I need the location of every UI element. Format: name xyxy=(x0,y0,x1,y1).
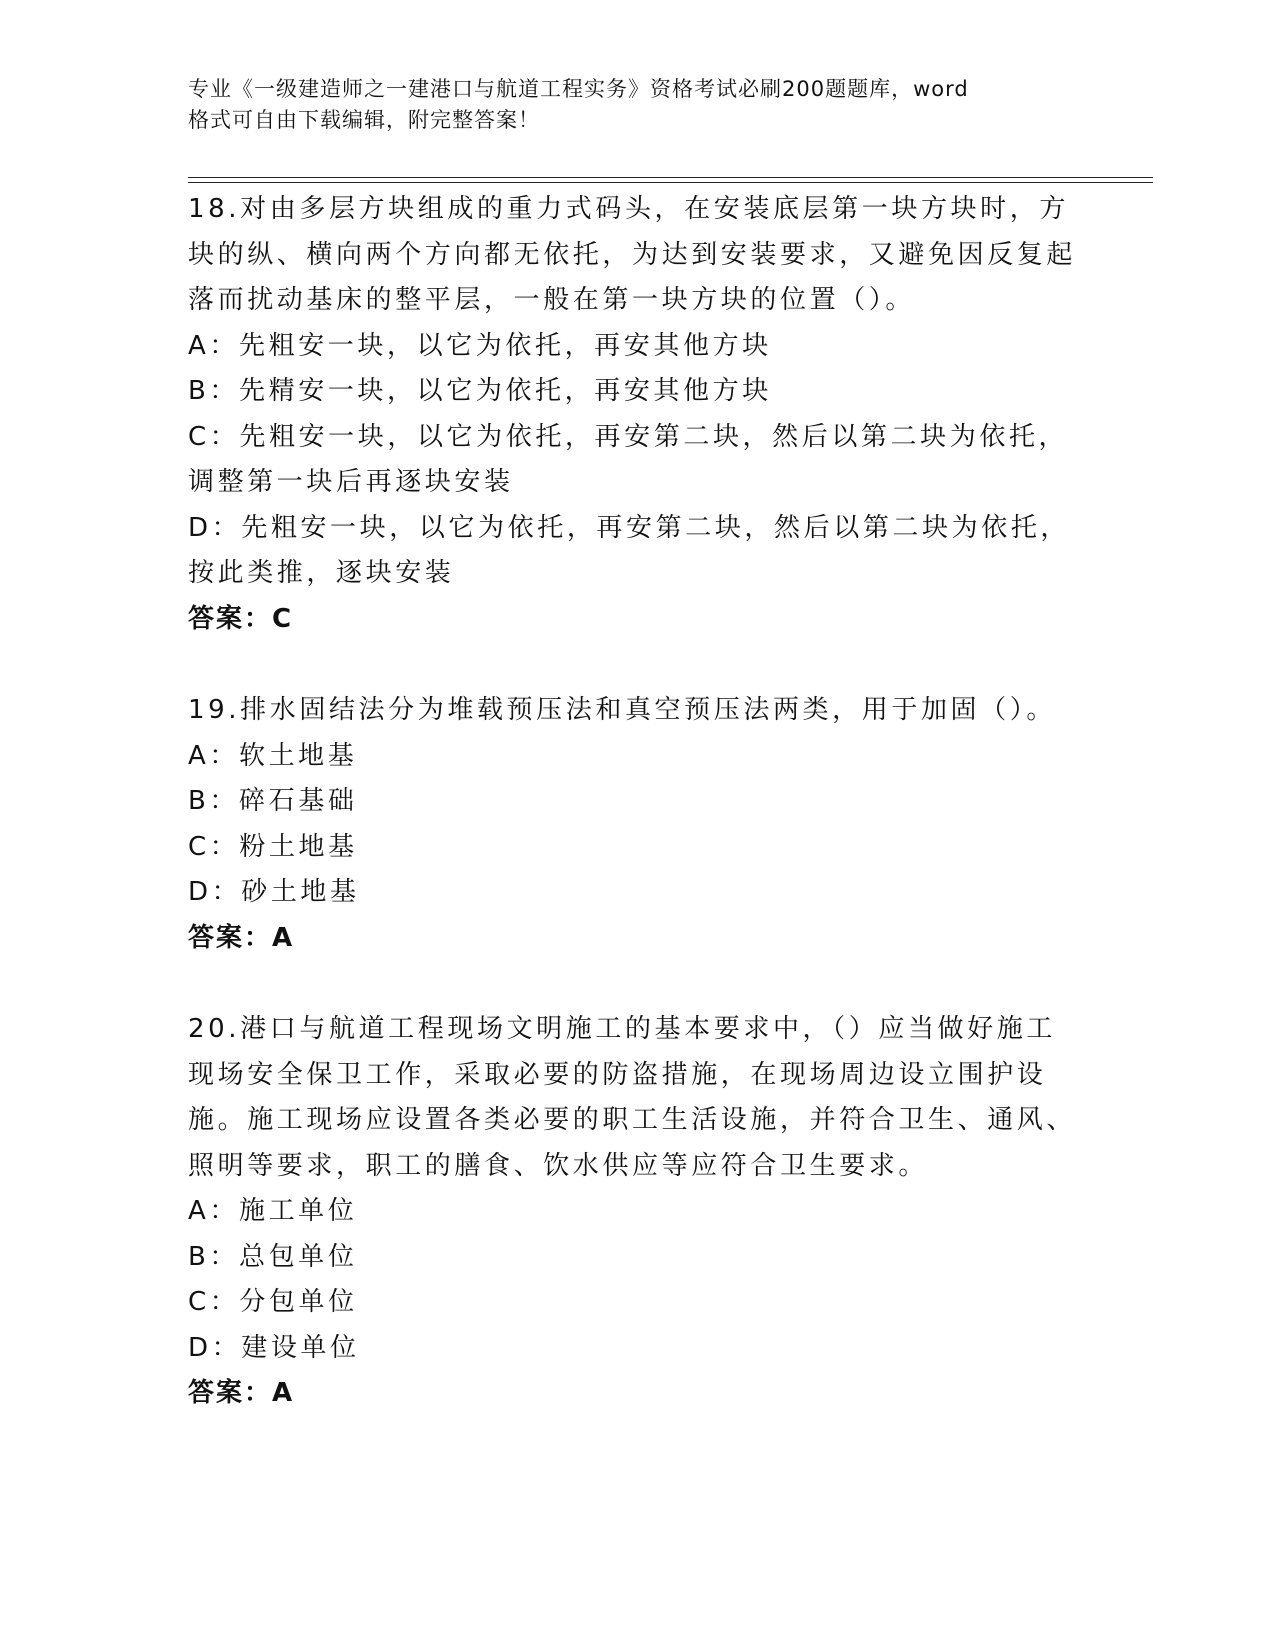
option-a: A：施工单位 xyxy=(188,1196,358,1226)
question-stem: 19.排水固结法分为堆载预压法和真空预压法两类，用于加固（）。 xyxy=(188,695,1056,725)
option-b: B：先精安一块，以它为依托，再安其他方块 xyxy=(188,376,772,406)
question-19 xyxy=(188,688,1078,961)
answer: 答案：C xyxy=(188,603,294,634)
document-header: 专业《一级建造师之一建港口与航道工程实务》资格考试必刷200题题库，word 格式可自由下载编辑，附完整答案！ xyxy=(188,77,969,132)
option-b: B：碎石基础 xyxy=(188,786,358,816)
option-d: D：先粗安一块，以它为依托，再安第二块，然后以第二块为依托，按此类推，逐块安装 xyxy=(188,512,1071,588)
question-20 xyxy=(188,1007,1078,1417)
header-divider-top xyxy=(188,177,1153,178)
option-d: D：建设单位 xyxy=(188,1332,360,1363)
answer: 答案：A xyxy=(188,1378,295,1408)
option-b: B：总包单位 xyxy=(188,1241,358,1272)
option-a: A：先粗安一块，以它为依托，再安其他方块 xyxy=(188,330,772,361)
question-18 xyxy=(188,187,1078,642)
option-c: C：粉土地基 xyxy=(188,831,358,862)
answer: 答案：A xyxy=(188,922,295,953)
option-c: C：分包单位 xyxy=(188,1287,358,1317)
question-stem: 18.对由多层方块组成的重力式码头，在安装底层第一块方块时，方块的纵、横向两个方向都无依托，为达到安装要求，又避免因反复起落而扰动基床的整平层，一般在第一块方块的位置（）。 xyxy=(188,194,1077,315)
option-c: C：先粗安一块，以它为依托，再安第二块，然后以第二块为依托，调整第一块后再逐块安装 xyxy=(188,421,1069,497)
question-list xyxy=(188,187,1078,1463)
option-a: A：软土地基 xyxy=(188,740,358,771)
header-divider-bottom xyxy=(188,182,1153,183)
question-stem: 20.港口与航道工程现场文明施工的基本要求中，（）应当做好施工现场安全保卫工作，采取必要的防盗措施，在现场周边设立围护设施。施工现场应设置各类必要的职工生活设施，并符合卫生、通风、照明等要求，职工的膳食、饮水供应等应符合卫生要求。 xyxy=(188,1014,1077,1181)
option-d: D：砂土地基 xyxy=(188,877,360,907)
